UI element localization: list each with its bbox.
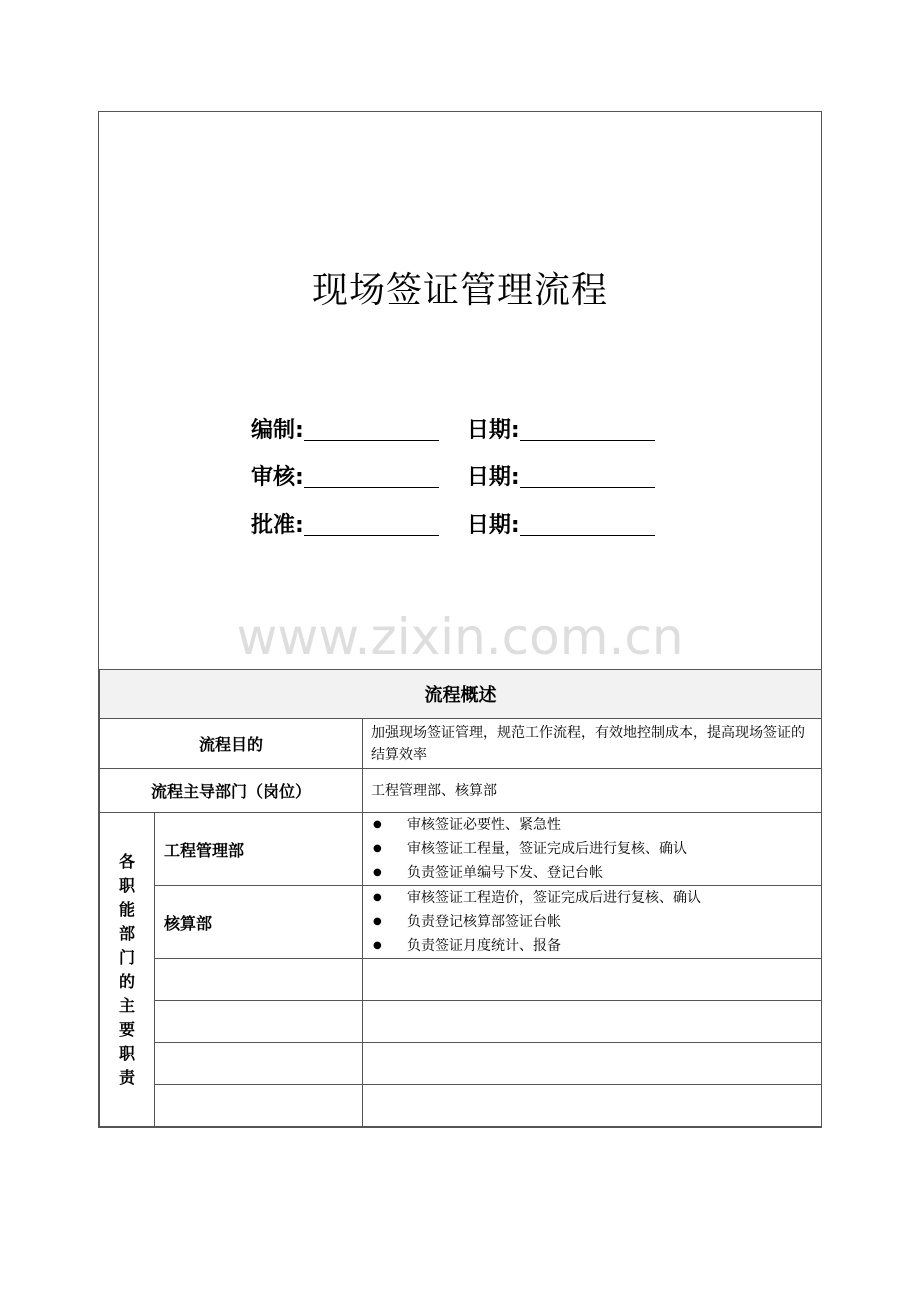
signature-row-compile <box>251 414 655 444</box>
role-signature-line[interactable] <box>304 418 439 441</box>
lead-department-text: 工程管理部、核算部 <box>363 769 822 813</box>
department-name: 核算部 <box>155 886 363 959</box>
bullet-icon: ● <box>373 819 382 830</box>
date-label: 日期: <box>466 418 520 443</box>
bullet-icon: ● <box>373 940 382 951</box>
empty-cell[interactable] <box>363 1085 822 1127</box>
lead-department-label: 流程主导部门（岗位） <box>100 769 363 813</box>
bullet-icon: ● <box>373 843 382 854</box>
role-label: 审核: <box>251 465 304 490</box>
process-overview-table <box>99 669 822 1127</box>
empty-cell[interactable] <box>155 1085 363 1127</box>
date-label: 日期: <box>466 513 520 538</box>
watermark: www.zixin.com.cn <box>236 608 684 666</box>
empty-cell[interactable] <box>155 1043 363 1085</box>
date-signature-line[interactable] <box>520 465 655 488</box>
purpose-text: 加强现场签证管理，规范工作流程，有效地控制成本，提高现场签证的结算效率 <box>363 719 822 769</box>
list-item: ● 负责签证单编号下发、登记台帐 <box>373 861 821 885</box>
department-duties <box>363 886 822 959</box>
list-item: ● 审核签证工程造价，签证完成后进行复核、确认 <box>373 886 821 910</box>
date-signature-line[interactable] <box>520 418 655 441</box>
department-duties <box>363 813 822 886</box>
signature-row-review <box>251 461 655 491</box>
bullet-icon: ● <box>373 916 382 927</box>
empty-cell[interactable] <box>155 1001 363 1043</box>
cover-section <box>99 112 821 669</box>
empty-cell[interactable] <box>155 959 363 1001</box>
date-signature-line[interactable] <box>520 513 655 536</box>
empty-cell[interactable] <box>363 1001 822 1043</box>
department-name: 工程管理部 <box>155 813 363 886</box>
role-label: 编制: <box>251 418 304 443</box>
list-item: ● 负责登记核算部签证台帐 <box>373 910 821 934</box>
list-item: ● 审核签证必要性、紧急性 <box>373 813 821 837</box>
role-signature-line[interactable] <box>304 513 439 536</box>
duties-vertical-label: 各 职 能 部 门 的 主 要 职 责 <box>100 813 155 1127</box>
bullet-icon: ● <box>373 867 382 878</box>
role-signature-line[interactable] <box>304 465 439 488</box>
bullet-icon: ● <box>373 892 382 903</box>
purpose-label: 流程目的 <box>100 719 363 769</box>
list-item: ● 审核签证工程量，签证完成后进行复核、确认 <box>373 837 821 861</box>
date-label: 日期: <box>466 465 520 490</box>
list-item: ● 负责签证月度统计、报备 <box>373 934 821 958</box>
document-title: 现场签证管理流程 <box>311 270 608 311</box>
empty-cell[interactable] <box>363 959 822 1001</box>
empty-cell[interactable] <box>363 1043 822 1085</box>
signature-row-approve <box>251 509 655 539</box>
role-label: 批准: <box>251 513 304 538</box>
section-title: 流程概述 <box>100 670 822 719</box>
document-frame <box>98 111 822 1128</box>
